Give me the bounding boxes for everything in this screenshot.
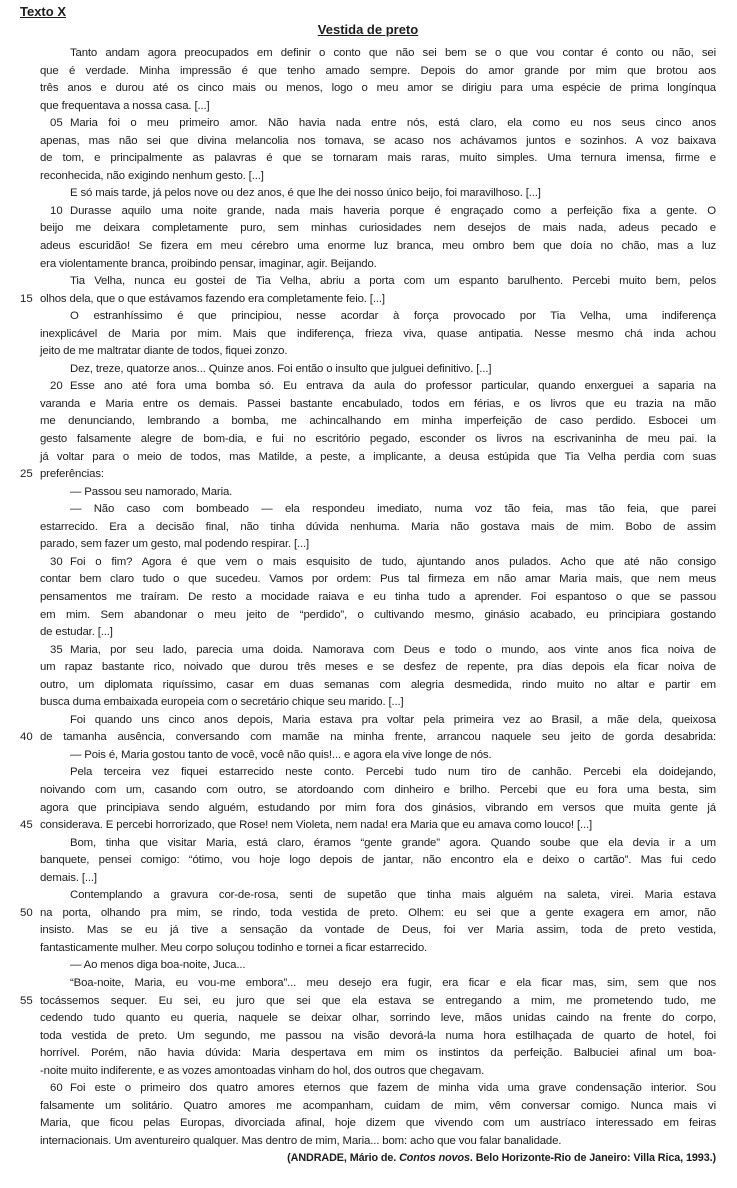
text-line [20,256,716,274]
text-line [20,431,716,449]
line-text: reconhecida, não exigindo nenhum gesto. [...] [40,169,264,182]
line-text: noivando com um, casando com outro, se atordoando com dinheiro e brilho. Percebi que eu fora uma besta, sim [40,783,716,796]
line-number: 10 [50,204,63,217]
text-line [20,343,716,361]
line-text: de tamanha ausência, conversando com mamãe na minha frente, arrancou naquele seu jeito de gorda desabrida: [40,731,716,744]
document-title [20,22,716,38]
text-line [20,642,716,660]
text-line [20,396,716,414]
text-line [20,501,716,519]
text-line [20,1080,716,1098]
text-line [20,1010,716,1028]
line-number: 05 [50,117,63,130]
text-line [20,1028,716,1046]
text-line [20,782,716,800]
text-line [20,185,716,203]
line-text: agora que principiava sendo alguém, estudando por mim fora dos ginásios, vibrando em versos que muita gente já [40,801,716,814]
line-text: “Boa-noite, Maria, eu vou-me embora”... meu desejo era fugir, era ficar e ela ficar mas, sim, sem que nos [70,976,716,989]
citation [20,1150,716,1168]
text-body [20,45,716,1150]
citation-author: (ANDRADE, Mário de. [287,1152,400,1165]
line-text: fantasticamente mulher. Meu corpo soluçou todinho e tornei a ficar estarrecido. [40,941,428,954]
text-line [20,659,716,677]
text-line [20,378,716,396]
text-line [20,1115,716,1133]
line-text: me denunciando, lembrando a bomba, me achincalhando em minha imperfeição de caso perdido. Esbocei um [40,415,716,428]
line-text: três anos e durou até os cinco mais ou menos, logo o meu amor se dirigiu para uma espécie de prima longínqua [40,82,716,95]
text-line [20,835,716,853]
text-line [20,975,716,993]
text-line [20,449,716,467]
line-text: busca duma embaixada europeia com o secretário chique seu marido. [...] [40,696,404,709]
line-text: gesto falsamente alegre de bom-dia, e fui no escritório pegado, esconder os livros na escrivaninha de meu pai. Ia [40,433,716,446]
text-line [20,993,716,1011]
text-line [20,238,716,256]
line-text: que frequentava a nossa casa. [...] [40,99,210,112]
text-line [20,273,716,291]
text-line [20,326,716,344]
text-line [20,115,716,133]
text-line [20,519,716,537]
line-text: Maria, por seu lado, parecia uma doida. Namorava com Deus e todo o mundo, aos vinte anos fica noiva de [70,643,716,656]
text-line [20,1045,716,1063]
line-text: que é verdade. Minha impressão é que tenho amado sempre. Depois do amor grande por mim que brotou aos [40,64,716,77]
line-text: Tia Velha, nunca eu gostei de Tia Velha, abriu a porta com um espanto barulhento. Percebi muito bem, pelos [70,275,716,288]
line-text: em mim. Sem abandonar o meu jeito de “perdido”, o cultivando mesmo, ginásio acabado, eu principiara gostando [40,608,716,621]
text-line [20,571,716,589]
line-text: contar bem claro tudo o que sucedeu. Vamos por ordem: Pus tal firmeza em não amar Maria mais, que nem meus [40,573,716,586]
text-line [20,624,716,642]
text-line [20,817,716,835]
line-text: apenas, mas não sei que divina melancolia nos tomava, se acaso nos achávamos juntos e sozinhos. A voz baixava [40,134,716,147]
text-line [20,308,716,326]
line-text: -noite muito indiferente, e as vozes amontoadas vinham do hol, dos outros que chegavam. [40,1064,485,1077]
text-line [20,800,716,818]
text-line [20,554,716,572]
text-line [20,729,716,747]
line-text: — Passou seu namorado, Maria. [70,485,233,498]
line-number: 20 [50,380,63,393]
text-label: Texto X [20,4,66,19]
citation-publisher: . Belo Horizonte-Rio de Janeiro: Villa Rica, 1993.) [469,1152,716,1165]
line-text: tocássemos sequer. Eu sei, eu juro que sei que ela estava se entregando a mim, me prometendo tudo, me [40,994,716,1007]
text-line [20,361,716,379]
line-text: Bom, tinha que visitar Maria, está claro, éramos “gente grande” agora. Quando soube que ela devia ir a um [70,836,716,849]
text-line [20,168,716,186]
line-text: horrível. Porém, não havia dúvida: Maria despertava em mim os instintos da perfeição. Balbuciei afinal um boa- [40,1047,716,1060]
text-line [20,63,716,81]
line-number: 50 [20,906,33,919]
text-line [20,45,716,63]
line-text: varanda e Maria entre os demais. Passei bastante encabulado, todos em férias, e os livros que eu trazia na mão [40,397,716,410]
line-text: internacionais. Um aventureiro qualquer. Mas dentro de mim, Maria... bom: acho que vou falar banalidade. [40,1134,562,1147]
citation-work-title: Contos novos [399,1152,470,1165]
line-text: beijo me deixara completamente puro, sem minhas curiosidades nem desejos de mais nada, adeus pecado e [40,222,716,235]
line-number: 25 [20,468,33,481]
line-text: Esse ano até fora uma bomba só. Eu entrava da aula do professor particular, quando enxerguei a saparia na [70,380,716,393]
line-text: — Ao menos diga boa-noite, Juca... [70,959,246,972]
text-line [20,80,716,98]
line-number: 15 [20,292,33,305]
text-line [20,133,716,151]
line-text: falsamente um solitário. Quatro amores me acompanham, cuidam de mim, vêm conversar comigo. Nunca mais vi [40,1099,716,1112]
line-text: O estranhíssimo é que principiou, nesse acordar à força provocado por Tia Velha, uma indiferença [70,310,716,323]
line-text: Maria, que ficou pelas Europas, divorciada afinal, hoje dizem que vivendo com um austríaco interessado em feiras [40,1117,716,1130]
line-text: Tanto andam agora preocupados em definir o conto que não sei bem se o que vou contar é conto ou não, sei [70,47,716,59]
text-line [20,291,716,309]
line-text: era violentamente branca, proibindo pensar, imaginar, agir. Beijando. [40,257,377,270]
text-line [20,764,716,782]
line-number: 55 [20,994,33,1007]
line-text: um rapaz bastante rico, noivado que durou três meses e se desfez de repente, pra dias depois ela ficar noiva de [40,661,716,674]
line-text: — Não caso com bombeado — ela respondeu imediato, numa voz tão feia, mas tão feia, que parei [70,503,716,516]
text-line [20,870,716,888]
text-line [20,98,716,116]
line-number: 45 [20,819,33,832]
text-line [20,712,716,730]
line-text: demais. [...] [40,871,97,884]
text-line [20,905,716,923]
line-text: já voltar para o meio de todos, mas Matilde, a peste, a implicante, a deusa estúpida que Tia Velha perdia com suas [40,450,716,463]
text-line [20,1133,716,1151]
line-text: Foi quando uns cinco anos depois, Maria estava pra voltar pela primeira vez ao Brasil, a mãe dela, queixosa [70,713,716,726]
line-text: Dez, treze, quatorze anos... Quinze anos. Foi então o insulto que julguei definitivo. [...] [70,362,492,375]
text-line [20,607,716,625]
text-line [20,747,716,765]
text-line [20,1063,716,1081]
text-line [20,940,716,958]
line-text: estarrecido. Era a decisão final, não tinha dúvida nenhuma. Maria não gostava mais de mim. Bobo de assim [40,520,716,533]
line-text: Pela terceira vez fiquei estarrecido neste conto. Percebi tudo num tiro de canhão. Percebi ela doidejando, [70,766,716,779]
line-text: pensamentos me traíram. De resto a mocidade raiava e eu tinha tudo a aprender. Foi espantoso o que se passou [40,590,716,603]
text-line [20,150,716,168]
line-number: 40 [20,731,33,744]
line-text: de estudar. [...] [40,626,113,639]
line-text: jeito de me maltratar diante de todos, fiquei zonzo. [40,345,288,358]
line-number: 30 [50,555,63,568]
line-text: insisto. Mas se eu já tive a sensação da vontade de Deus, foi ver Maria assim, toda de preto vestida, [40,924,716,937]
line-text: banquete, pensei comigo: “ótimo, vou hoje logo depois de jantar, não encontro ela e deixo o cartão”. Mas fui cedo [40,854,716,867]
text-line [20,203,716,221]
text-line [20,484,716,502]
line-text: outro, um diplomata riquíssimo, casar em duas semanas com alegria desmedida, rindo muito no altar e partir em [40,678,716,691]
text-line [20,536,716,554]
text-line [20,589,716,607]
text-line [20,677,716,695]
line-text: de tom, e principalmente as palavras é que se tornaram mais raras, muito simples. Uma ternura imensa, firme e [40,152,716,165]
line-text: na porta, olhando pra mim, se rindo, toda vestida de preto. Olhem: eu sei que a gente exagera em amor, não [40,906,716,919]
line-text: Durasse aquilo uma noite grande, nada mais haveria porque é engraçado como a perfeição fixa a gente. O [70,204,716,217]
text-line [20,694,716,712]
line-text: cedendo tudo quanto eu queria, naquele se deixar olhar, sorrindo leve, mãos unidas caindo na frente do corpo, [40,1012,716,1025]
line-text: Foi o fim? Agora é que vem o mais esquisito de tudo, ajuntando anos pulados. Acho que até não consigo [70,555,716,568]
line-number: 35 [50,643,63,656]
line-text: Contemplando a gravura cor-de-rosa, senti de supetão que tinha mais alguém na saleta, virei. Maria estava [70,889,716,902]
text-line [20,220,716,238]
line-text: inexplicável de Maria por mim. Mais que indiferença, frieza viva, quase antipatia. Nesse mesmo chá inda achou [40,327,716,340]
line-text: E só mais tarde, já pelos nove ou dez anos, é que lhe dei nosso único beijo, foi maravilhoso. [...] [70,187,541,200]
line-text: Foi este o primeiro dos quatro amores eternos que fazem de minha vida uma grave condensação interior. Sou [70,1082,716,1095]
line-text: — Pois é, Maria gostou tanto de você, você não quis!... e agora ela vive longe de nós. [70,748,492,761]
line-text: Maria foi o meu primeiro amor. Não havia nada entre nós, está claro, ela como eu nos seus cinco anos [70,117,716,130]
text-line [20,922,716,940]
text-line [20,413,716,431]
line-text: toda vestida de preto. Um segundo, me passou na visão devorá-la numa hora estilhaçada de quarto de hotel, foi [40,1029,716,1042]
text-line [20,1098,716,1116]
line-number: 60 [50,1082,63,1095]
line-text: adeus escuridão! Se fizera em meu cérebro uma enorme luz branca, meu ombro bem que doía no chão, mas a luz [40,240,716,253]
text-line [20,887,716,905]
line-text: preferências: [40,468,104,481]
line-text: parado, sem fazer um gesto, mal podendo respirar. [...] [40,538,310,551]
text-line [20,466,716,484]
text-line [20,852,716,870]
line-text: olhos dela, que o que estávamos fazendo era completamente feio. [...] [40,292,385,305]
line-text: considerava. E percebi horrorizado, que Rose! nem Violeta, nem nada! era Maria que eu amava como louco! [...] [40,819,593,832]
document-title-text: Vestida de preto [317,22,419,37]
text-line [20,957,716,975]
